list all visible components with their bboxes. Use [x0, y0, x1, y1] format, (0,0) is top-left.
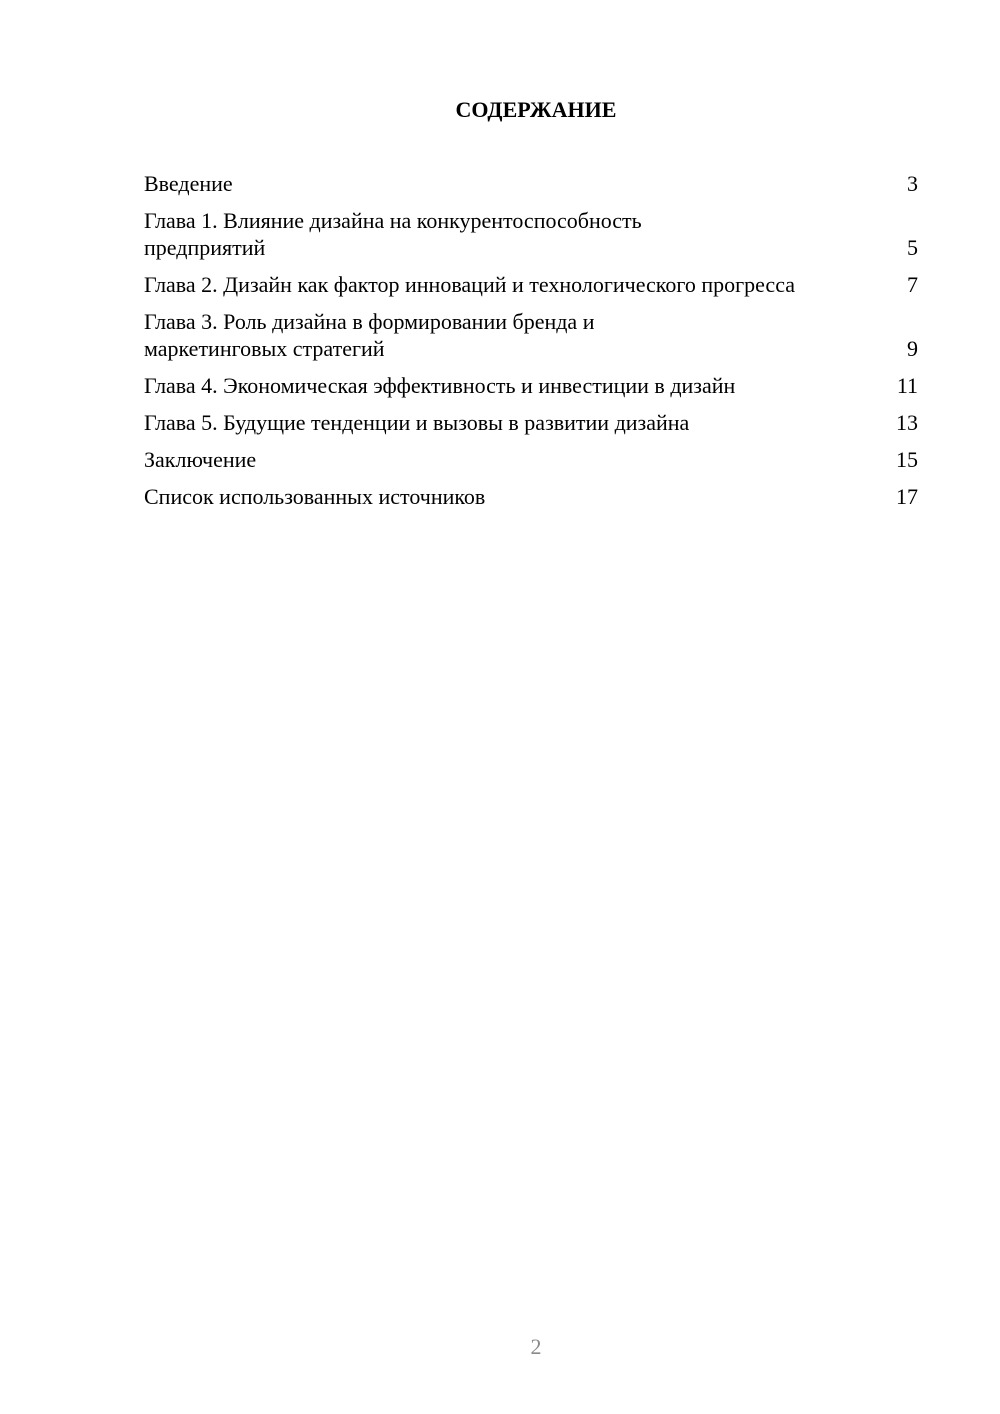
toc-entry-page: 7 — [907, 272, 918, 297]
toc-entry-chapter-2[interactable] — [144, 271, 918, 298]
toc-entry-chapter-5[interactable] — [144, 409, 918, 436]
toc-entry-title: Глава 4. Экономическая эффективность и инвестиции в дизайн — [144, 373, 736, 398]
toc-entry-title: Глава 1. Влияние дизайна на конкурентоспособность предприятий — [144, 208, 642, 260]
toc-entry-conclusion[interactable] — [144, 446, 918, 473]
toc-entry-title: Глава 5. Будущие тенденции и вызовы в развитии дизайна — [144, 410, 690, 435]
toc-entry-chapter-1[interactable] — [144, 207, 918, 261]
table-of-contents — [144, 170, 918, 520]
toc-entry-chapter-4[interactable] — [144, 372, 918, 399]
toc-entry-title: Введение — [144, 171, 233, 196]
toc-entry-page: 3 — [907, 171, 918, 196]
toc-entry-page: 13 — [896, 410, 918, 435]
toc-entry-title: Список использованных источников — [144, 484, 486, 509]
toc-entry-page: 15 — [896, 447, 918, 472]
toc-entry-page: 11 — [896, 373, 918, 398]
toc-entry-chapter-3[interactable] — [144, 308, 918, 362]
toc-entry-title: Заключение — [144, 447, 257, 472]
toc-entry-page: 9 — [907, 336, 918, 361]
page-title: СОДЕРЖАНИЕ — [455, 97, 617, 122]
toc-entry-page: 17 — [896, 484, 918, 509]
toc-entry-references[interactable] — [144, 483, 918, 510]
page-number: 2 — [530, 1334, 542, 1359]
toc-entry-title: Глава 2. Дизайн как фактор инноваций и технологического прогресса — [144, 272, 795, 297]
toc-entry-page: 5 — [907, 235, 918, 260]
toc-entry-title: Глава 3. Роль дизайна в формировании бренда и маркетинговых стратегий — [144, 309, 595, 361]
toc-entry-introduction[interactable] — [144, 170, 918, 197]
